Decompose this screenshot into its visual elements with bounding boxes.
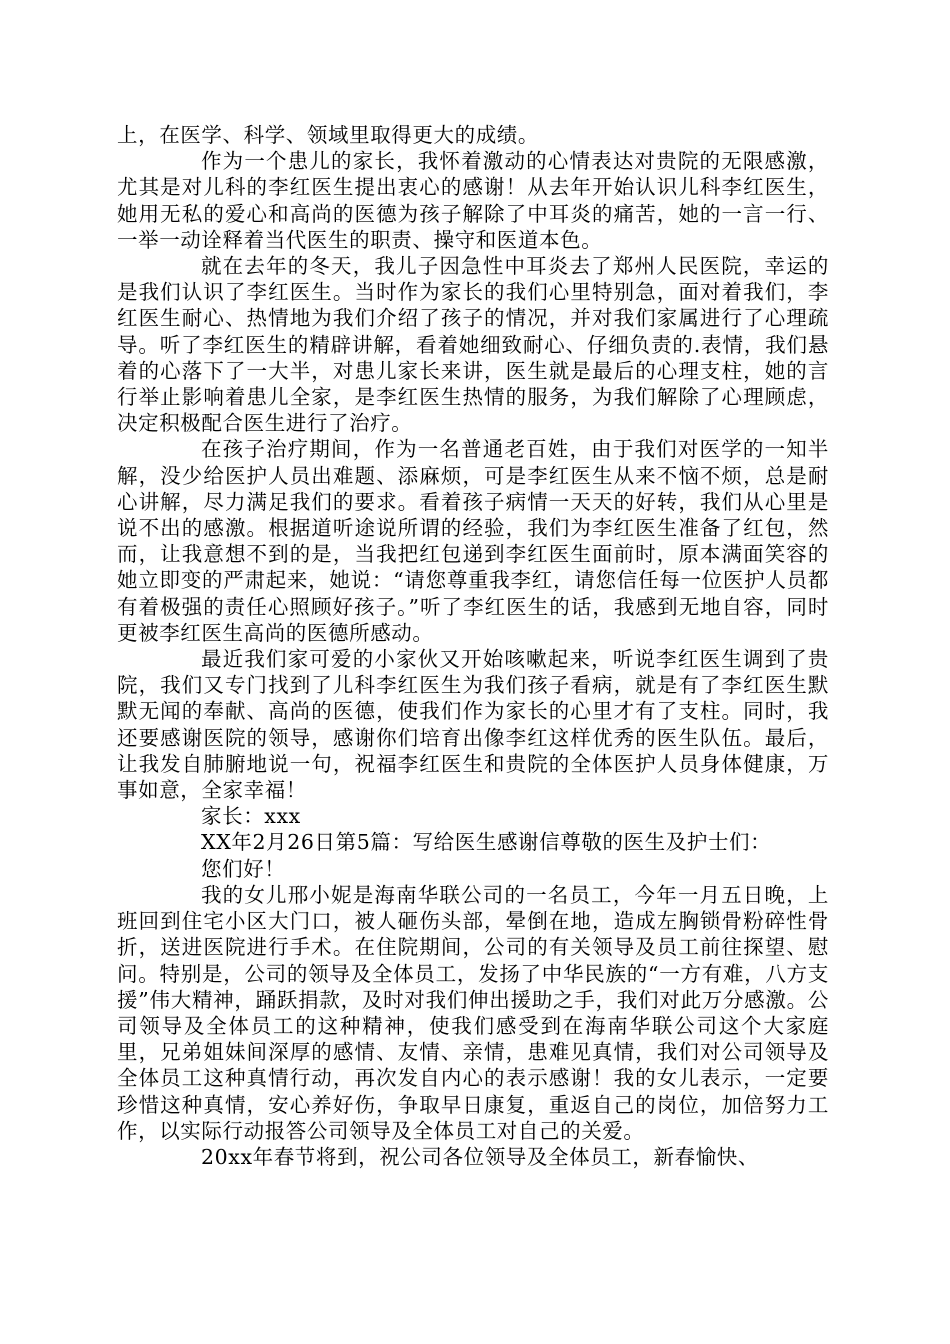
paragraph-recent: 最近我们家可爱的小家伙又开始咳嗽起来，听说李红医生调到了贵院，我们又专门找到了儿科李红医生为我们孩子看病，就是有了李红医生默默无闻的奉献、高尚的医德，使我们作为家长的心里才有了支柱。同时，我还要感谢医院的领导，感谢你们培育出像李红这样优秀的医生队伍。最后，让我发自肺腑地说一句，祝福李红医生和贵院的全体医护人员身体健康，万事如意，全家幸福！ [117,647,829,803]
paragraph-spring-festival: 20xx年春节将到，祝公司各位领导及全体员工，新春愉快、 [201,1144,760,1169]
signoff-parent: 家长：xxx [201,804,301,829]
paragraph-treatment: 在孩子治疗期间，作为一名普通老百姓，由于我们对医学的一知半解，没少给医护人员出难题、添麻烦，可是李红医生从来不恼不烦，总是耐心讲解，尽力满足我们的要求。看着孩子病情一天天的好转，我们从心里是说不出的感激。根据道听途说所谓的经验，我们为李红医生准备了红包，然而，让我意想不到的是，当我把红包递到李红医生面前时，原本满面笑容的她立即变的严肃起来，她说：“请您尊重我李红，请您信任每一位医护人员都有着极强的责任心照顾好孩子。”听了李红医生的话，我感到无地自容，同时更被李红医生高尚的医德所感动。 [117,437,829,645]
document-body [117,122,829,1170]
paragraph-daughter: 我的女儿邢小妮是海南华联公司的一名员工，今年一月五日晚，上班回到住宅小区大门口，被人砸伤头部，晕倒在地，造成左胸锁骨粉碎性骨折，送进医院进行手术。在住院期间，公司的有关领导及员工前往探望、慰问。特别是，公司的领导及全体员工，发扬了中华民族的“一方有难，八方支援”伟大精神，踊跃捐款，及时对我们伸出援助之手，我们对此万分感激。公司领导及全体员工的这种精神，使我们感受到在海南华联公司这个大家庭里，兄弟姐妹间深厚的感情、友情、亲情，患难见真情，我们对公司领导及全体员工这种真情行动，再次发自内心的表示感谢！我的女儿表示，一定要珍惜这种真情，安心养好伤，争取早日康复，重返自己的岗位，加倍努力工作，以实际行动报答公司领导及全体员工对自己的关爱。 [117,882,829,1143]
paragraph-winter-visit: 就在去年的冬天，我儿子因急性中耳炎去了郑州人民医院，幸运的是我们认识了李红医生。当时作为家长的我们心里特别急，面对着我们，李红医生耐心、热情地为我们介绍了孩子的情况，并对我们家属进行了心理疏导。听了李红医生的精辟讲解，看着她细致耐心、仔细负责的.表情，我们悬着的心落下了一大半，对患儿家长来讲，医生就是最后的心理支柱，她的言行举止影响着患儿全家，是李红医生热情的服务，为我们解除了心理顾虑，决定积极配合医生进行了治疗。 [117,254,829,436]
paragraph-continuation: 上，在医学、科学、领域里取得更大的成绩。 [117,123,539,147]
letter-heading-5: XX年2月26日第5篇：写给医生感谢信尊敬的医生及护士们： [201,830,772,855]
greeting: 您们好！ [201,856,286,881]
paragraph-intro: 作为一个患儿的家长，我怀着激动的心情表达对贵院的无限感激，尤其是对儿科的李红医生提出衷心的感谢！从去年开始认识儿科李红医生，她用无私的爱心和高尚的医德为孩子解除了中耳炎的痛苦，她的一言一行、一举一动诠释着当代医生的职责、操守和医道本色。 [117,149,829,252]
